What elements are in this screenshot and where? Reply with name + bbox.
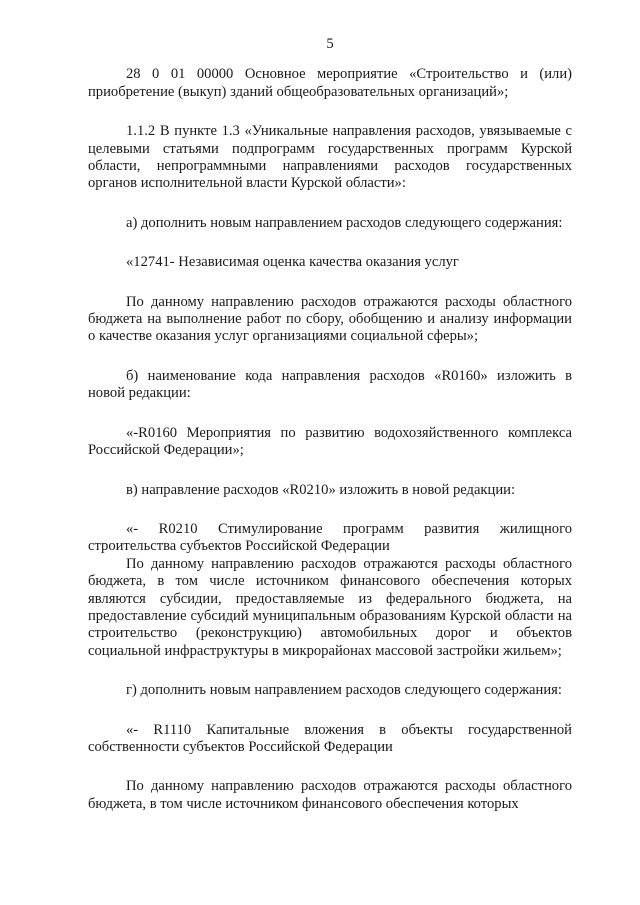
paragraph-item-a: а) дополнить новым направлением расходов следующего содержания: xyxy=(126,214,563,231)
paragraph-code-r0210: «- R0210 Стимулирование программ развития жилищного строительства субъектов Российской Федерации xyxy=(88,520,572,555)
page-number: 5 xyxy=(326,36,334,52)
paragraph-item-b: б) наименование кода направления расходов «R0160» изложить в новой редакции: xyxy=(88,367,572,402)
paragraph-code-r0160: «-R0160 Мероприятия по развитию водохозяйственного комплекса Российской Федерации»; xyxy=(88,424,572,459)
paragraph-code-12741: «12741- Независимая оценка качества оказания услуг xyxy=(126,254,459,271)
paragraph-r1110-description: По данному направлению расходов отражаются расходы областного бюджета, в том числе источником финансового обеспечения которых xyxy=(88,778,572,812)
paragraph-clause-1-1-2: 1.1.2 В пункте 1.3 «Уникальные направления расходов, увязываемые с целевыми статьями подпрограмм государственных программ Курской области, непрограммными направлениями расходов государственных органов исполнительной власти Курской области»: xyxy=(88,123,572,192)
paragraph-item-v: в) направление расходов «R0210» изложить в новой редакции: xyxy=(126,481,515,498)
paragraph-item-g: г) дополнить новым направлением расходов следующего содержания: xyxy=(126,682,562,699)
paragraph-12741-description: По данному направлению расходов отражаются расходы областного бюджета на выполнение работ по сбору, обобщению и анализу информации о качестве оказания услуг организациями социальной сферы»; xyxy=(88,293,572,345)
paragraph-code-r1110: «- R1110 Капитальные вложения в объекты государственной собственности субъектов Российской Федерации xyxy=(88,721,572,755)
paragraph-main-event: 28 0 01 00000 Основное мероприятие «Строительство и (или) приобретение (выкуп) зданий общеобразовательных организаций»; xyxy=(88,66,572,100)
paragraph-r0210-description: По данному направлению расходов отражаются расходы областного бюджета, в том числе источником финансового обеспечения которых являются субсидии, предоставляемые из федерального бюджета, на предоставление субсидий муниципальным образованиям Курской области на строительство (реконструкцию) автомобильных дорог и объектов социальной инфраструктуры в микрорайонах массовой застройки жильем»; xyxy=(88,555,572,659)
